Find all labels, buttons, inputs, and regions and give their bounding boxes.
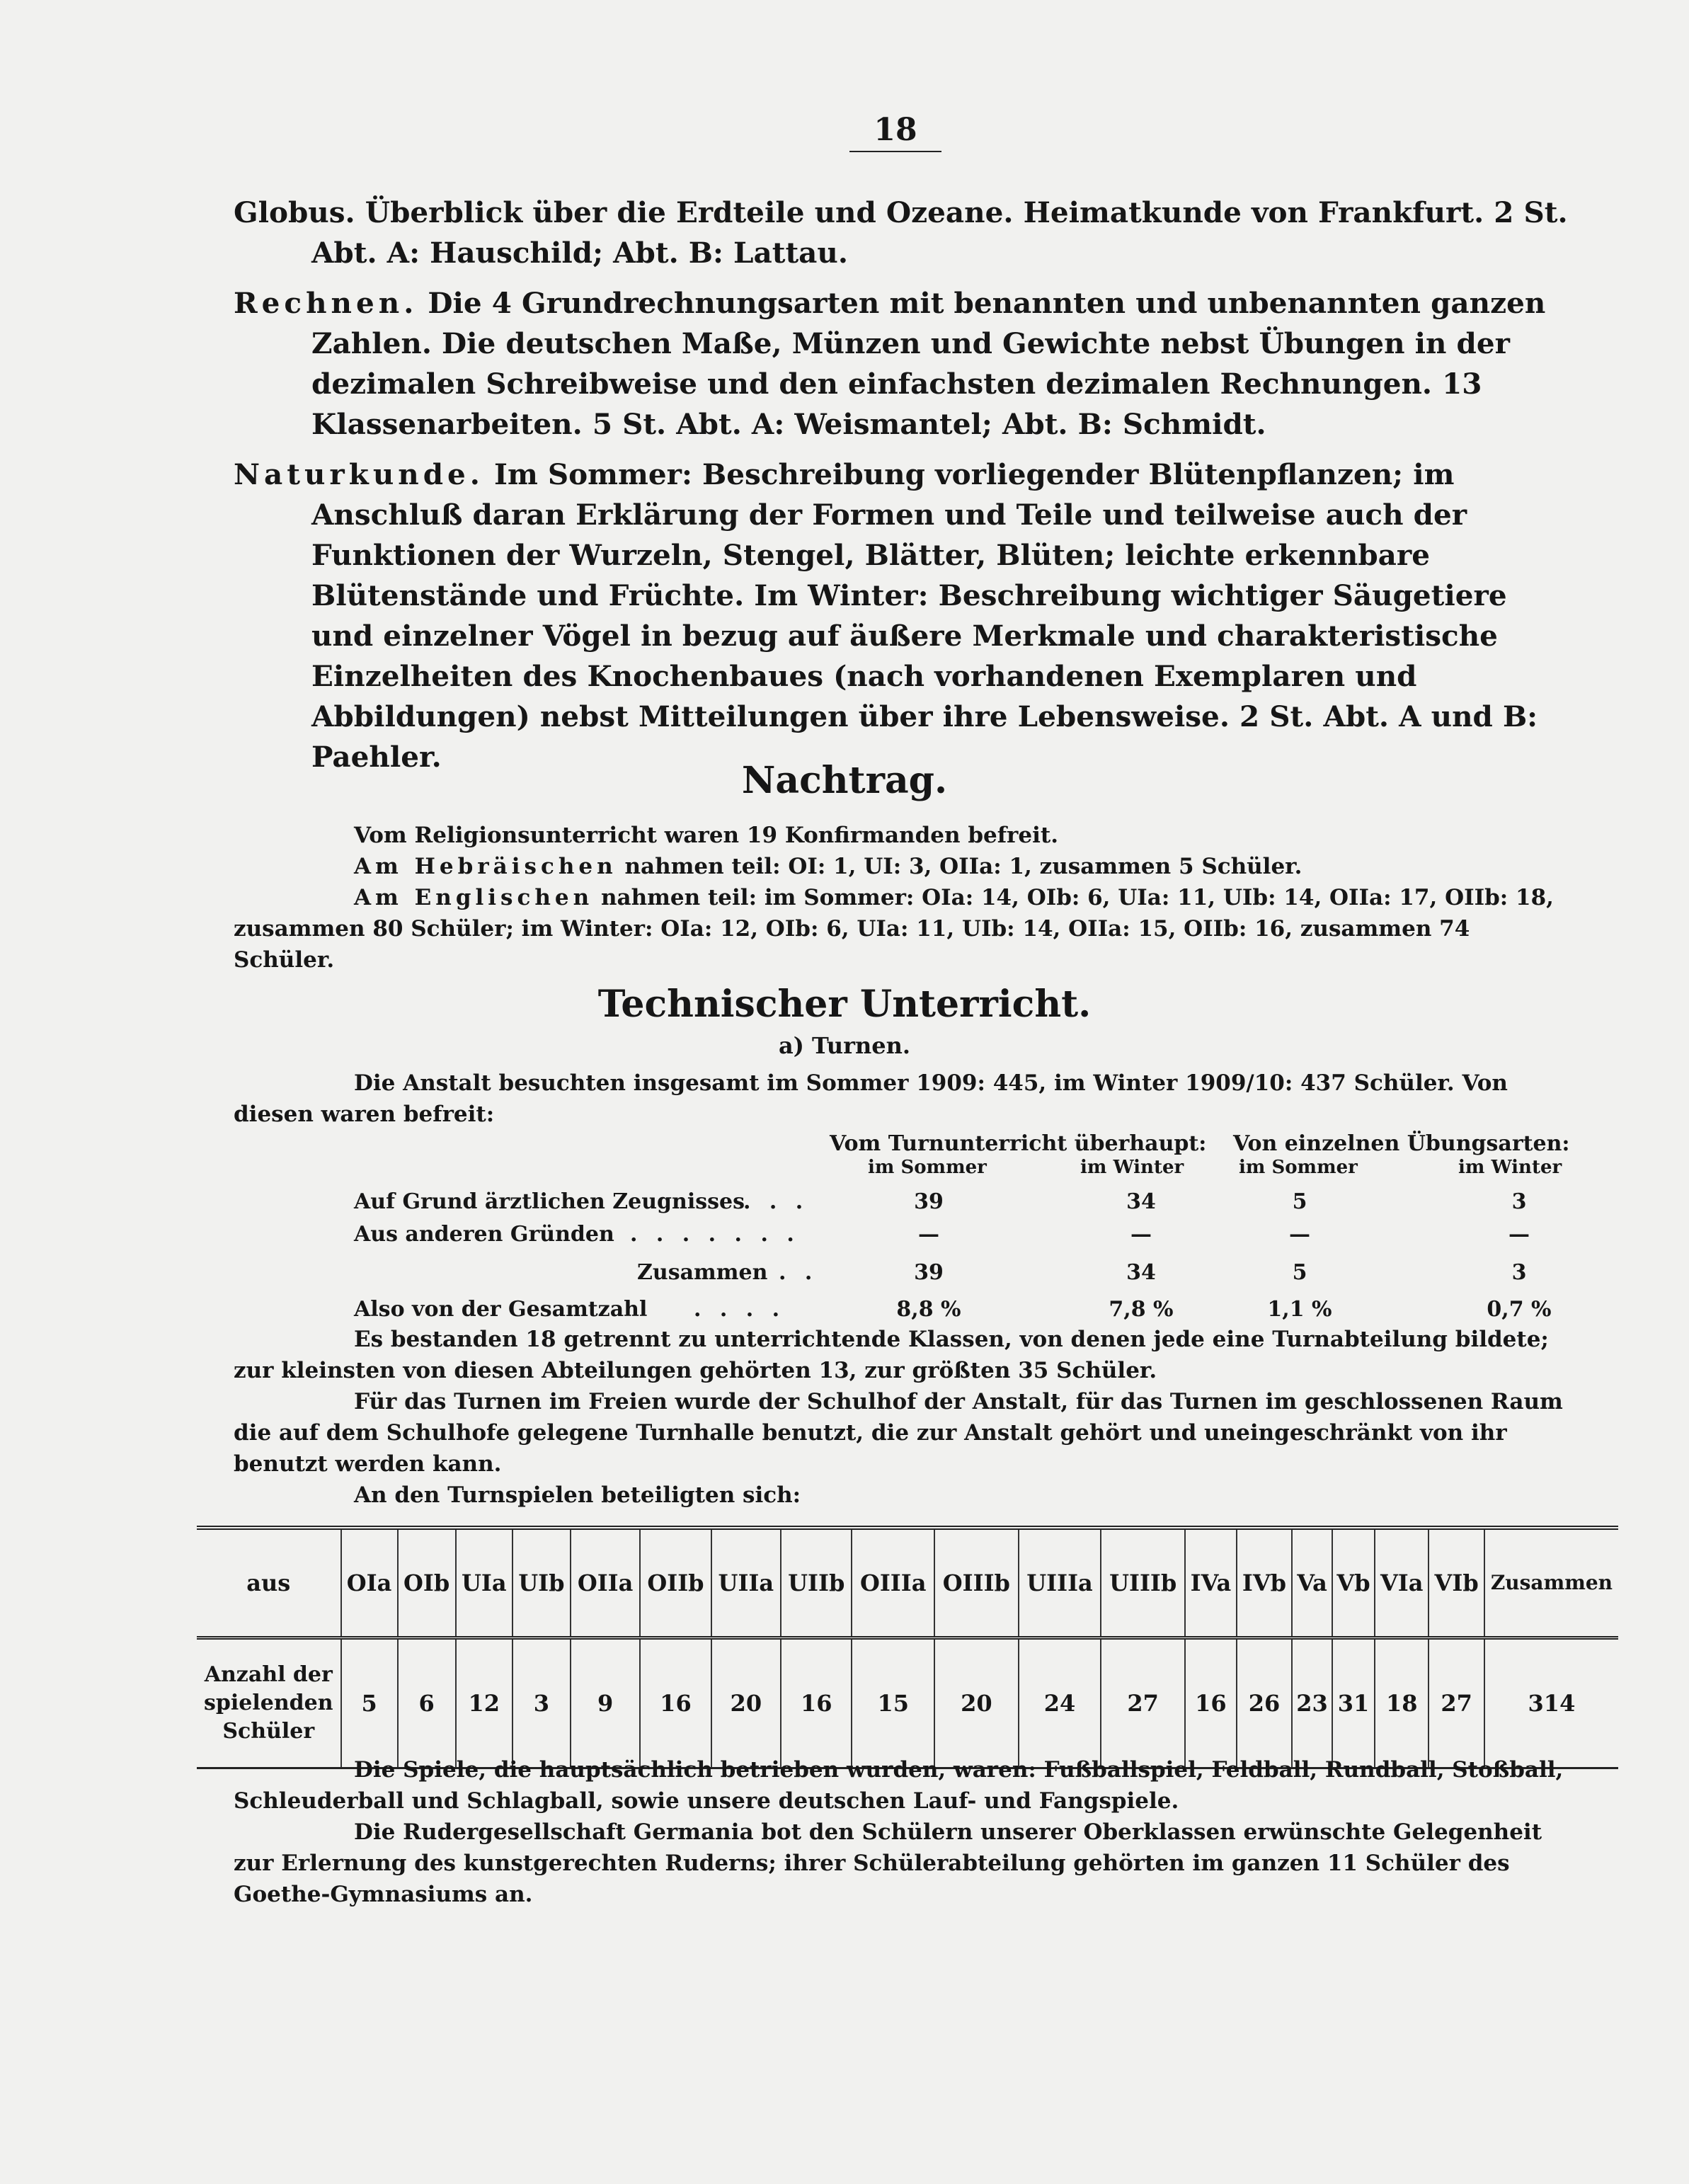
table-cell: 9 (571, 1638, 640, 1768)
table-cell: 18 (1375, 1638, 1429, 1768)
paragraph-rechnen: Rechnen. Die 4 Grundrechnungsarten mit benannten und unbenannten ganzen Zahlen. Die deutschen Maße, Münzen und Gewichte nebst Übungen in der dezimalen Schreibweise und den einfachsten dezimalen Rechnungen. 13 Klassenarbeiten. 5 St. Abt. A: Weismantel; Abt. B: Schmidt. (234, 286, 1546, 441)
table-header-class: IVa (1185, 1528, 1237, 1638)
hebrew-line: Am Hebräischen nahmen teil: OI: 1, UI: 3, OIIa: 1, zusammen 5 Schüler. (354, 854, 1302, 879)
table-cell: 16 (1185, 1638, 1237, 1768)
closing-paragraphs (234, 1754, 1571, 1910)
table-cell: 23 (1292, 1638, 1332, 1768)
english-line: Am Englischen nahmen teil: im Sommer: OIa: 14, OIb: 6, UIa: 11, UIb: 14, OIIa: 17, OIIb: 18, zusammen 80 Schüler; im Winter: OIa: 12, OIb: 6, UIa: 11, UIb: 14, OIIa: 15, OIIb: 16, zusammen 74 Schüler. (234, 885, 1554, 973)
subject-rechnen: Rechnen. (234, 286, 418, 320)
table-cell: 16 (781, 1638, 852, 1768)
turnen-subheading: a) Turnen. (778, 1032, 911, 1059)
table-header-class: VIa (1375, 1528, 1429, 1638)
klassen-paragraph: Es bestanden 18 getrennt zu unterrichtende Klassen, von denen jede eine Turnabteilung bildete; zur kleinsten von diesen Abteilungen gehörten 13, zur größten 35 Schüler. (234, 1327, 1549, 1383)
subheader-winter-1: im Winter (1080, 1157, 1184, 1178)
nachtrag-heading: Nachtrag. (741, 759, 948, 802)
table-header-total: Zusammen (1484, 1528, 1618, 1638)
table-header-class: OIIb (640, 1528, 711, 1638)
spiele-paragraph: Die Spiele, die hauptsächlich betrieben wurden, waren: Fußballspiel, Feldball, Rundball, Stoßball, Schleuderball und Schlagball, sowie unsere deutschen Lauf- und Fangspiele. (234, 1757, 1564, 1814)
table-cell: 26 (1237, 1638, 1292, 1768)
subheader-winter-2: im Winter (1458, 1157, 1562, 1178)
table-header-aus: aus (197, 1528, 341, 1638)
turnen-intro: Die Anstalt besuchten insgesamt im Sommer 1909: 445, im Winter 1909/10: 437 Schüler. Von diesen waren befreit: (234, 1070, 1508, 1127)
table-cell: 20 (711, 1638, 781, 1768)
table-row (197, 1638, 1618, 1768)
subheader-sommer-1: im Sommer (868, 1157, 987, 1178)
ruder-paragraph: Die Rudergesellschaft Germania bot den Schülern unserer Oberklassen erwünschte Gelegenheit zur Erlernung des kunstgerechten Ruderns; ihrer Schülerabteilung gehörten im ganzen 11 Schüler des Goethe-Gymnasiums an. (234, 1819, 1542, 1907)
exempt-row: Auf Grund ärztlichen Zeugnisses . . . 39 34 5 3 (354, 1189, 1527, 1214)
turnhalle-paragraph: Für das Turnen im Freien wurde der Schulhof der Anstalt, für das Turnen im geschlossenen Raum die auf dem Schulhofe gelegene Turnhalle benutzt, die zur Anstalt gehört und uneingeschränkt von ihr benutzt werden kann. (234, 1389, 1563, 1477)
header-turnunterricht: Vom Turnunterricht überhaupt: (830, 1131, 1207, 1156)
lesson-paragraphs (234, 193, 1571, 777)
table-header-class: OIIIa (852, 1528, 934, 1638)
table-cell: 27 (1429, 1638, 1484, 1768)
table-header-class: UIIIa (1019, 1528, 1101, 1638)
exempt-row: Aus anderen Gründen . . . . . . . — — — — (354, 1222, 1530, 1247)
table-header-class: UIIIb (1101, 1528, 1185, 1638)
table-cell: 31 (1332, 1638, 1375, 1768)
subheader-sommer-2: im Sommer (1239, 1157, 1358, 1178)
turnspiele-paragraph: An den Turnspielen beteiligten sich: (354, 1482, 801, 1508)
table-header-class: OIIIb (934, 1528, 1019, 1638)
subject-naturkunde: Naturkunde. (234, 457, 484, 491)
table-header-class: UIa (456, 1528, 513, 1638)
table-header-class: UIIa (711, 1528, 781, 1638)
table-cell-total: 314 (1484, 1638, 1618, 1768)
page-number: 18 (849, 112, 941, 152)
paragraph-globus: Globus. Überblick über die Erdteile und Ozeane. Heimatkunde von Frankfurt. 2 St. Abt. A: Hauschild; Abt. B: Lattau. (234, 195, 1568, 270)
table-cell: 3 (513, 1638, 571, 1768)
table-header-class: Va (1292, 1528, 1332, 1638)
turnspiele-table (197, 1526, 1618, 1769)
paragraph-naturkunde: Naturkunde. Im Sommer: Beschreibung vorliegender Blütenpflanzen; im Anschluß daran Erklärung der Formen und Teile und teilweise auch der Funktionen der Wurzeln, Stengel, Blätter, Blüten; leichte erkennbare Blütenstände und Früchte. Im Winter: Beschreibung wichtiger Säugetiere und einzelner Vögel in bezug auf äußere Merkmale und charakteristische Einzelheiten des Knochenbaues (nach vorhandenen Exemplaren und Abbildungen) nebst Mitteilungen über ihre Lebensweise. 2 St. Abt. A und B: Paehler. (234, 457, 1538, 774)
table-header-class: UIb (513, 1528, 571, 1638)
exempt-row-total: Zusammen . . 39 34 5 3 (637, 1260, 1527, 1285)
table-cell: 20 (934, 1638, 1019, 1768)
table-header-class: OIb (398, 1528, 456, 1638)
turnen-paragraphs (234, 1324, 1571, 1511)
table-cell: 27 (1101, 1638, 1185, 1768)
header-uebungsarten: Von einzelnen Übungsarten: (1233, 1131, 1570, 1156)
table-header-class: IVb (1237, 1528, 1292, 1638)
table-cell: 16 (640, 1638, 711, 1768)
table-cell: 24 (1019, 1638, 1101, 1768)
table-header-class: OIa (341, 1528, 398, 1638)
table-cell: 6 (398, 1638, 456, 1768)
religion-line: Vom Religionsunterricht waren 19 Konfirmanden befreit. (354, 823, 1058, 848)
table-header-class: OIIa (571, 1528, 640, 1638)
exempt-row-percent: Also von der Gesamtzahl . . . . 8,8 % 7,8 % 1,1 % 0,7 % (354, 1297, 1552, 1322)
table-cell: 12 (456, 1638, 513, 1768)
technischer-unterricht-heading: Technischer Unterricht. (597, 983, 1092, 1026)
table-cell: 5 (341, 1638, 398, 1768)
nachtrag-text (234, 820, 1571, 976)
table-header-row (197, 1528, 1618, 1638)
table-header-class: UIIb (781, 1528, 852, 1638)
table-header-class: VIb (1429, 1528, 1484, 1638)
table-header-class: Vb (1332, 1528, 1375, 1638)
table-cell: 15 (852, 1638, 934, 1768)
table-row-label: Anzahl der spielenden Schüler (204, 1662, 333, 1744)
